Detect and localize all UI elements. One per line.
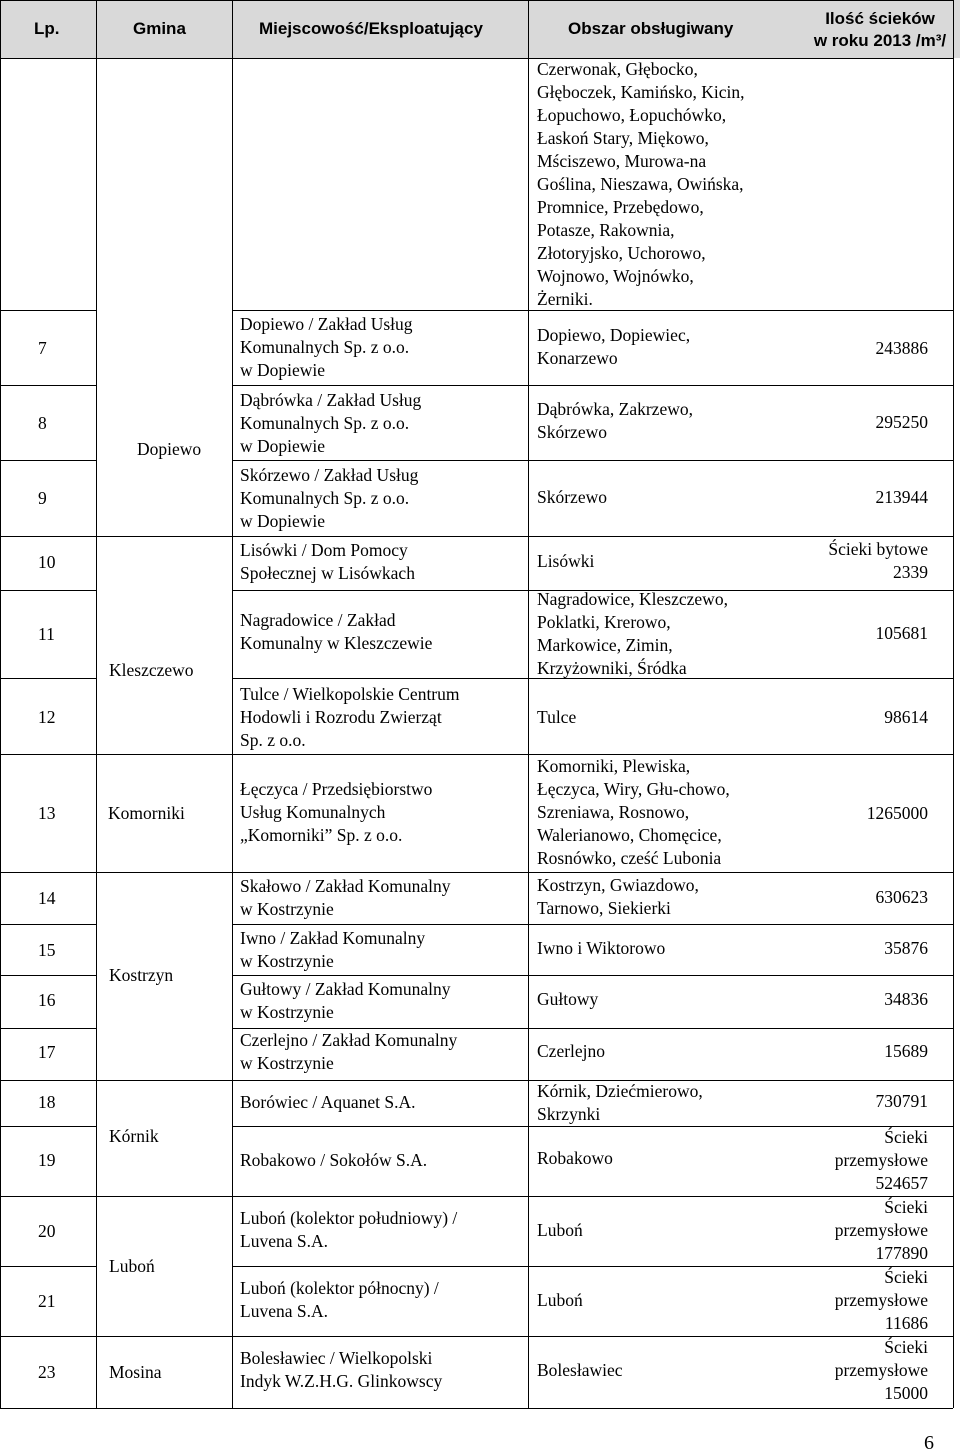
row-lp: 11 bbox=[38, 624, 55, 644]
area-line: Wojnowo, Wojnówko, bbox=[537, 266, 694, 286]
row-obszar: Lisówki bbox=[537, 551, 595, 571]
table-border bbox=[0, 872, 96, 873]
row-miejscowosc: Luboń (kolektor północny) / bbox=[240, 1278, 439, 1298]
area-line: Żerniki. bbox=[537, 289, 593, 309]
row-miejscowosc: Czerlejno / Zakład Komunalny bbox=[240, 1030, 458, 1050]
row-ilosc: 15689 bbox=[884, 1041, 928, 1061]
table-border bbox=[0, 1028, 96, 1029]
table-border bbox=[96, 1196, 232, 1197]
row-miejscowosc: Nagradowice / Zakład bbox=[240, 610, 396, 630]
gmina-lubon: Luboń bbox=[109, 1256, 155, 1276]
row-ilosc: 34836 bbox=[884, 989, 928, 1009]
area-line: Łaskoń Stary, Miękowo, bbox=[537, 128, 709, 148]
row-lp: 16 bbox=[38, 990, 56, 1010]
header-obszar: Obszar obsługiwany bbox=[568, 19, 734, 38]
table-border bbox=[0, 385, 96, 386]
row-obszar: Skórzewo bbox=[537, 422, 607, 442]
gmina-kornik: Kórnik bbox=[109, 1126, 159, 1146]
area-line: Mściszewo, Murowa-na bbox=[537, 151, 707, 171]
table-border bbox=[96, 536, 232, 537]
row-lp: 15 bbox=[38, 940, 56, 960]
row-obszar: Dopiewo, Dopiewiec, bbox=[537, 325, 691, 345]
row-miejscowosc: w Dopiewie bbox=[240, 436, 326, 456]
row-obszar: Gułtowy bbox=[537, 989, 599, 1009]
row-miejscowosc: Hodowli i Rozrodu Zwierząt bbox=[240, 707, 442, 727]
row-obszar: Komorniki, Plewiska, bbox=[537, 756, 691, 776]
row-ilosc: 105681 bbox=[875, 623, 928, 643]
row-ilosc: przemysłowe bbox=[834, 1150, 928, 1170]
table-border bbox=[0, 460, 96, 461]
row-miejscowosc: Łęczyca / Przedsiębiorstwo bbox=[240, 779, 433, 799]
row-ilosc: 98614 bbox=[884, 707, 928, 727]
table-border bbox=[232, 975, 953, 976]
row-miejscowosc: Sp. z o.o. bbox=[240, 730, 306, 750]
row-ilosc: 630623 bbox=[875, 887, 928, 907]
gmina-kostrzyn: Kostrzyn bbox=[109, 965, 174, 985]
row-miejscowosc: Komunalny w Kleszczewie bbox=[240, 633, 433, 653]
row-ilosc: przemysłowe bbox=[834, 1360, 928, 1380]
row-lp: 9 bbox=[38, 488, 47, 508]
row-obszar: Konarzewo bbox=[537, 348, 618, 368]
table-border bbox=[953, 0, 954, 1408]
row-lp: 14 bbox=[38, 888, 56, 908]
row-obszar: Iwno i Wiktorowo bbox=[537, 938, 666, 958]
row-ilosc: 295250 bbox=[875, 412, 928, 432]
gmina-komorniki: Komorniki bbox=[108, 803, 185, 823]
row-miejscowosc: Dopiewo / Zakład Usług bbox=[240, 314, 413, 334]
row-ilosc: Ścieki bbox=[884, 1337, 928, 1357]
row-obszar: Kórnik, Dziećmierowo, bbox=[537, 1081, 703, 1101]
row-obszar: Luboń bbox=[537, 1290, 583, 1310]
table-border bbox=[0, 1080, 96, 1081]
row-lp: 8 bbox=[38, 413, 47, 433]
table-border bbox=[0, 754, 96, 755]
row-obszar: Markowice, Zimin, bbox=[537, 635, 673, 655]
row-obszar: Łęczyca, Wiry, Głu-chowo, bbox=[537, 779, 730, 799]
row-lp: 23 bbox=[38, 1362, 56, 1382]
row-ilosc: przemysłowe bbox=[834, 1290, 928, 1310]
table-border bbox=[96, 1080, 232, 1081]
row-ilosc: 2339 bbox=[893, 562, 928, 582]
row-lp: 21 bbox=[38, 1291, 56, 1311]
area-line: Goślina, Nieszawa, Owińska, bbox=[537, 174, 744, 194]
table-border bbox=[232, 872, 953, 873]
row-obszar: Czerlejno bbox=[537, 1041, 606, 1061]
row-lp: 12 bbox=[38, 707, 56, 727]
row-miejscowosc: Tulce / Wielkopolskie Centrum bbox=[240, 684, 460, 704]
row-miejscowosc: Robakowo / Sokołów S.A. bbox=[240, 1150, 428, 1170]
header-miejscowosc: Miejscowość/Eksploatujący bbox=[259, 19, 483, 38]
row-obszar: Skrzynki bbox=[537, 1104, 601, 1124]
row-miejscowosc: Dąbrówka / Zakład Usług bbox=[240, 390, 422, 410]
row-ilosc: 15000 bbox=[884, 1383, 928, 1403]
row-miejscowosc: Luvena S.A. bbox=[240, 1231, 328, 1251]
table-border bbox=[0, 536, 96, 537]
row-miejscowosc: Luboń (kolektor południowy) / bbox=[240, 1208, 458, 1228]
row-lp: 7 bbox=[38, 338, 47, 358]
table-border bbox=[0, 1408, 953, 1409]
table-border bbox=[0, 1196, 96, 1197]
row-obszar: Kostrzyn, Gwiazdowo, bbox=[537, 875, 699, 895]
row-obszar: Walerianowo, Chomęcice, bbox=[537, 825, 722, 845]
area-line: Czerwonak, Głębocko, bbox=[537, 59, 698, 79]
area-line: Łopuchowo, Łopuchówko, bbox=[537, 105, 727, 125]
row-lp: 19 bbox=[38, 1150, 56, 1170]
row-miejscowosc: Bolesławiec / Wielkopolski bbox=[240, 1348, 433, 1368]
row-ilosc: przemysłowe bbox=[834, 1220, 928, 1240]
row-ilosc: 243886 bbox=[875, 338, 928, 358]
area-line: Głęboczek, Kamińsko, Kicin, bbox=[537, 82, 745, 102]
row-obszar: Rosnówko, cześć Lubonia bbox=[537, 848, 722, 868]
table-border bbox=[232, 536, 953, 537]
gmina-mosina: Mosina bbox=[109, 1362, 162, 1382]
row-obszar: Robakowo bbox=[537, 1148, 613, 1168]
header-gmina: Gmina bbox=[133, 19, 186, 38]
row-miejscowosc: w Dopiewie bbox=[240, 360, 326, 380]
row-miejscowosc: Skórzewo / Zakład Usług bbox=[240, 465, 419, 485]
row-ilosc: 524657 bbox=[875, 1173, 928, 1193]
table-border bbox=[0, 1126, 96, 1127]
row-miejscowosc: Gułtowy / Zakład Komunalny bbox=[240, 979, 451, 999]
area-line: Promnice, Przebędowo, bbox=[537, 197, 704, 217]
row-miejscowosc: „Komorniki” Sp. z o.o. bbox=[240, 825, 403, 845]
row-miejscowosc: Indyk W.Z.H.G. Glinkowscy bbox=[240, 1371, 443, 1391]
page-number: 6 bbox=[924, 1432, 934, 1454]
row-obszar: Tulce bbox=[537, 707, 577, 727]
row-miejscowosc: Społecznej w Lisówkach bbox=[240, 563, 415, 583]
row-miejscowosc: Komunalnych Sp. z o.o. bbox=[240, 488, 410, 508]
table-border bbox=[0, 924, 96, 925]
row-miejscowosc: Komunalnych Sp. z o.o. bbox=[240, 337, 410, 357]
row-ilosc: 177890 bbox=[875, 1243, 928, 1263]
row-miejscowosc: w Kostrzynie bbox=[240, 1053, 334, 1073]
table-border bbox=[232, 460, 953, 461]
row-obszar: Szreniawa, Rosnowo, bbox=[537, 802, 690, 822]
row-miejscowosc: Iwno / Zakład Komunalny bbox=[240, 928, 426, 948]
row-miejscowosc: w Dopiewie bbox=[240, 511, 326, 531]
row-ilosc: 11686 bbox=[884, 1313, 928, 1333]
table-border bbox=[0, 1266, 96, 1267]
table-border bbox=[232, 385, 953, 386]
table-border bbox=[96, 1336, 232, 1337]
table-border bbox=[232, 924, 953, 925]
row-ilosc: Ścieki bbox=[884, 1267, 928, 1287]
row-miejscowosc: Luvena S.A. bbox=[240, 1301, 328, 1321]
table-border bbox=[96, 754, 232, 755]
area-line: Złotoryjsko, Uchorowo, bbox=[537, 243, 706, 263]
row-obszar: Dąbrówka, Zakrzewo, bbox=[537, 399, 693, 419]
table-border bbox=[0, 590, 96, 591]
table-border bbox=[0, 310, 96, 311]
row-ilosc: Ścieki bbox=[884, 1127, 928, 1147]
row-lp: 10 bbox=[38, 552, 56, 572]
row-miejscowosc: Komunalnych Sp. z o.o. bbox=[240, 413, 410, 433]
header-lp: Lp. bbox=[34, 19, 60, 38]
row-ilosc: 1265000 bbox=[866, 803, 928, 823]
row-obszar: Luboń bbox=[537, 1220, 583, 1240]
row-ilosc: Ścieki bbox=[884, 1197, 928, 1217]
row-miejscowosc: Lisówki / Dom Pomocy bbox=[240, 540, 408, 560]
row-ilosc: 35876 bbox=[884, 938, 928, 958]
table-border bbox=[0, 1336, 96, 1337]
table-border bbox=[96, 872, 232, 873]
row-miejscowosc: Borówiec / Aquanet S.A. bbox=[240, 1092, 416, 1112]
row-obszar: Bolesławiec bbox=[537, 1360, 623, 1380]
row-obszar: Skórzewo bbox=[537, 487, 607, 507]
row-obszar: Tarnowo, Siekierki bbox=[537, 898, 671, 918]
row-miejscowosc: Skałowo / Zakład Komunalny bbox=[240, 876, 451, 896]
row-ilosc: 730791 bbox=[875, 1091, 928, 1111]
row-miejscowosc: Usług Komunalnych bbox=[240, 802, 386, 822]
header-ilosc-line2: w roku 2013 /m³/ bbox=[813, 31, 947, 50]
row-lp: 13 bbox=[38, 803, 56, 823]
table-border bbox=[0, 678, 96, 679]
table-border bbox=[0, 0, 953, 1]
table-border bbox=[0, 58, 953, 59]
row-lp: 20 bbox=[38, 1221, 56, 1241]
gmina-dopiewo: Dopiewo bbox=[137, 439, 202, 459]
area-line: Potasze, Rakownia, bbox=[537, 220, 675, 240]
gmina-kleszczewo: Kleszczewo bbox=[109, 660, 194, 680]
row-ilosc: Ścieki bytowe bbox=[828, 539, 928, 559]
header-ilosc-line1: Ilość ścieków bbox=[825, 9, 935, 28]
row-obszar: Poklatki, Krerowo, bbox=[537, 612, 671, 632]
row-miejscowosc: w Kostrzynie bbox=[240, 899, 334, 919]
header-ilosc bbox=[800, 8, 960, 52]
row-ilosc: 213944 bbox=[875, 487, 928, 507]
row-obszar: Krzyżowniki, Śródka bbox=[537, 658, 687, 678]
row-lp: 17 bbox=[38, 1042, 56, 1062]
row-miejscowosc: w Kostrzynie bbox=[240, 1002, 334, 1022]
row-miejscowosc: w Kostrzynie bbox=[240, 951, 334, 971]
table-border bbox=[0, 975, 96, 976]
row-obszar: Nagradowice, Kleszczewo, bbox=[537, 589, 728, 609]
row-lp: 18 bbox=[38, 1092, 56, 1112]
